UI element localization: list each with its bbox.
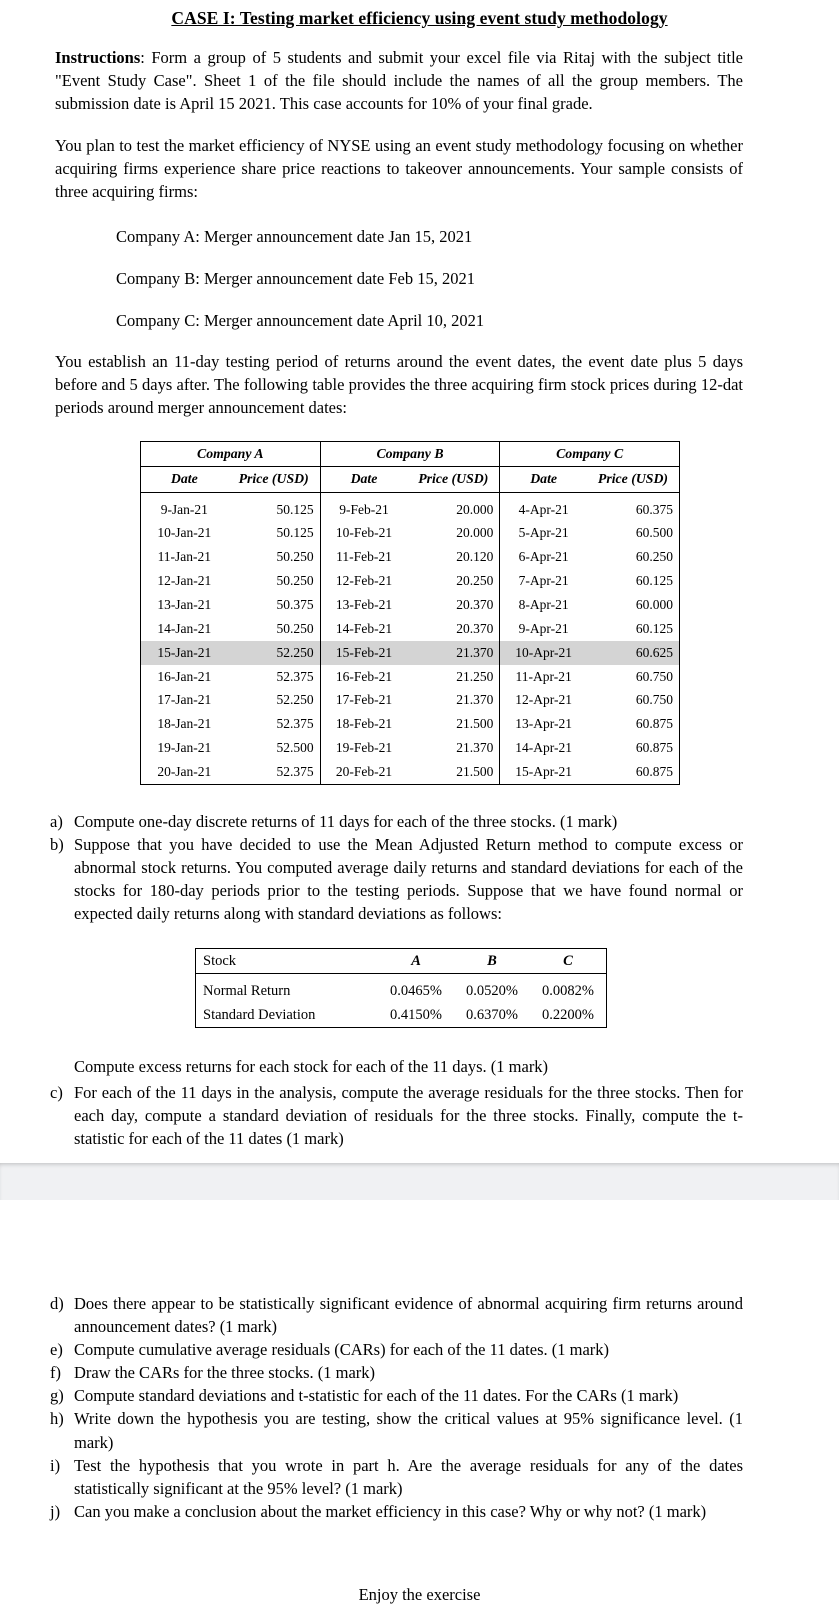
table-row bbox=[141, 593, 680, 617]
price-table-price-cell: 21.250 bbox=[456, 668, 494, 684]
price-table-price-cell: 60.750 bbox=[635, 668, 673, 684]
price-table-price-cell: 20.000 bbox=[456, 525, 494, 541]
stats-row-value: 0.0520% bbox=[466, 983, 518, 1000]
price-table-price-cell: 20.120 bbox=[456, 549, 494, 565]
price-table-date-cell: 9-Jan-21 bbox=[160, 501, 208, 517]
price-table-date-cell: 20-Feb-21 bbox=[320, 760, 407, 784]
page-break-divider bbox=[0, 1163, 839, 1200]
price-table-date-cell: 15-Apr-21 bbox=[500, 760, 587, 784]
group-header-company-b: Company B bbox=[320, 441, 500, 466]
price-table-date-cell: 4-Apr-21 bbox=[500, 492, 587, 521]
price-table-price-cell: 20.370 bbox=[456, 620, 494, 636]
table-row bbox=[141, 492, 680, 521]
stats-row-value: 0.6370% bbox=[466, 1007, 518, 1024]
price-table-price-cell: 60.625 bbox=[587, 641, 680, 665]
price-table-container bbox=[0, 441, 839, 785]
col-header-price-c: Price (USD) bbox=[587, 467, 680, 492]
stats-row-value: 0.0465% bbox=[390, 983, 442, 1000]
question-item bbox=[0, 1361, 839, 1384]
price-table-date-cell: 11-Apr-21 bbox=[500, 665, 587, 689]
stats-table-head bbox=[196, 949, 607, 974]
stats-row-label: Standard Deviation bbox=[203, 1007, 316, 1024]
stats-row-value: 0.4150% bbox=[390, 1007, 442, 1024]
price-table-date-cell: 10-Jan-21 bbox=[157, 525, 212, 541]
price-table-date-cell: 12-Feb-21 bbox=[320, 569, 407, 593]
instructions-paragraph bbox=[0, 46, 839, 115]
stock-price-table bbox=[140, 441, 680, 785]
question-item bbox=[0, 1454, 839, 1500]
price-table-price-cell: 60.500 bbox=[635, 525, 673, 541]
plan-paragraph: You plan to test the market efficiency of NYSE using an event study methodology focusing on whether acquiring firms experience share price reactions to takeover announcements. Your sample consists of three acquiring firms: bbox=[55, 136, 743, 202]
stats-table-row bbox=[196, 974, 607, 1004]
price-table-date-cell: 17-Feb-21 bbox=[320, 688, 407, 712]
price-table-date-cell: 11-Feb-21 bbox=[320, 545, 407, 569]
price-table-date-cell: 7-Apr-21 bbox=[500, 569, 587, 593]
price-table-price-cell: 21.370 bbox=[456, 692, 494, 708]
price-table-date-cell: 14-Feb-21 bbox=[320, 617, 407, 641]
price-table-price-cell: 21.370 bbox=[456, 740, 494, 756]
company-line-c: Company C: Merger announcement date April 10, 2021 bbox=[116, 310, 485, 330]
price-table-price-cell: 50.375 bbox=[276, 596, 314, 612]
question-marker: e) bbox=[50, 1340, 63, 1360]
price-table-date-cell: 5-Apr-21 bbox=[500, 521, 587, 545]
question-item bbox=[0, 1292, 839, 1338]
question-item bbox=[0, 810, 839, 833]
question-marker: c) bbox=[50, 1082, 63, 1102]
price-table-price-cell: 60.750 bbox=[635, 692, 673, 708]
price-table-date-cell: 12-Apr-21 bbox=[500, 688, 587, 712]
company-line-a: Company A: Merger announcement date Jan 15, 2021 bbox=[116, 226, 473, 246]
price-table-date-cell: 19-Feb-21 bbox=[320, 736, 407, 760]
question-marker: j) bbox=[50, 1501, 61, 1521]
question-text: Test the hypothesis that you wrote in part h. Are the average residuals for any of the dates statistically significant at the 95% level? (1 mark) bbox=[74, 1455, 743, 1498]
question-text: Compute standard deviations and t-statistic for each of the 11 dates. For the CARs (1 mark) bbox=[74, 1386, 679, 1406]
price-table-price-cell: 21.370 bbox=[407, 641, 500, 665]
price-table-price-cell: 60.375 bbox=[635, 501, 673, 517]
table-row bbox=[141, 569, 680, 593]
price-table-date-cell: 13-Feb-21 bbox=[320, 593, 407, 617]
price-table-price-cell: 52.500 bbox=[276, 740, 314, 756]
establish-paragraph: You establish an 11-day testing period of returns around the event dates, the event date plus 5 days before and 5 days after. The following table provides the three acquiring firm stock prices during 12-dat periods around merger announcement dates: bbox=[55, 351, 743, 417]
question-text: Suppose that you have decided to use the Mean Adjusted Return method to compute excess or abnormal stock returns. You computed average daily returns and standard deviations for each of the stocks for 180-day periods prior to the testing periods. Suppose that we have found normal or expected daily returns along with standard deviations as follows: bbox=[74, 834, 743, 924]
stats-table-body bbox=[196, 974, 607, 1028]
price-table-price-cell: 50.125 bbox=[276, 501, 314, 517]
stats-header-c: C bbox=[530, 949, 607, 974]
col-header-date-a: Date bbox=[141, 467, 228, 492]
closing-text: Enjoy the exercise bbox=[358, 1584, 481, 1604]
table-row bbox=[141, 521, 680, 545]
price-table-price-cell: 50.125 bbox=[276, 525, 314, 541]
stats-table-container bbox=[0, 948, 839, 1028]
price-table-price-cell: 60.125 bbox=[635, 573, 673, 589]
question-marker: a) bbox=[50, 811, 63, 831]
question-item bbox=[0, 1384, 839, 1407]
price-table-date-cell: 15-Jan-21 bbox=[141, 641, 228, 665]
price-table-date-cell: 13-Jan-21 bbox=[157, 596, 212, 612]
instructions-body: : Form a group of 5 students and submit your excel file via Ritaj with the subject title "Event Study Case". Sheet 1 of the file should include the names of all the group members. The submission date is April 15 2021. This case accounts for 10% of your final grade. bbox=[55, 48, 743, 114]
stats-header-stock: Stock bbox=[196, 949, 379, 974]
price-table-price-cell: 60.250 bbox=[635, 549, 673, 565]
question-item bbox=[0, 1338, 839, 1361]
question-text: Can you make a conclusion about the market efficiency in this case? Why or why not? (1 mark) bbox=[74, 1501, 707, 1521]
stats-header-b: B bbox=[454, 949, 530, 974]
question-item bbox=[0, 833, 839, 925]
price-table-date-cell: 14-Apr-21 bbox=[500, 736, 587, 760]
price-table-price-cell: 60.875 bbox=[635, 740, 673, 756]
questions-list-part-two bbox=[0, 1292, 839, 1523]
question-text: Does there appear to be statistically significant evidence of abnormal acquiring firm returns around announcement dates? (1 mark) bbox=[74, 1294, 743, 1337]
stats-table-row bbox=[196, 1003, 607, 1028]
group-header-company-c: Company C bbox=[500, 441, 680, 466]
table-row bbox=[141, 545, 680, 569]
price-table-date-cell: 9-Apr-21 bbox=[500, 617, 587, 641]
table-row bbox=[141, 736, 680, 760]
price-table-price-cell: 60.875 bbox=[635, 763, 673, 779]
price-table-price-cell: 20.000 bbox=[456, 501, 494, 517]
question-text: Compute one-day discrete returns of 11 days for each of the three stocks. (1 mark) bbox=[74, 811, 618, 831]
stats-row-label: Normal Return bbox=[203, 983, 291, 1000]
price-table-price-cell: 60.125 bbox=[635, 620, 673, 636]
col-header-date-c: Date bbox=[500, 467, 587, 492]
company-line-b: Company B: Merger announcement date Feb 15, 2021 bbox=[116, 268, 475, 288]
instructions-label: Instructions bbox=[55, 48, 141, 67]
price-table-price-cell: 50.250 bbox=[276, 620, 314, 636]
col-header-date-b: Date bbox=[320, 467, 407, 492]
price-table-date-cell: 10-Apr-21 bbox=[500, 641, 587, 665]
question-marker: d) bbox=[50, 1294, 64, 1313]
price-table-column-header-row bbox=[141, 467, 680, 492]
question-item bbox=[0, 1500, 839, 1523]
price-table-date-cell: 18-Feb-21 bbox=[320, 712, 407, 736]
stats-header-row bbox=[196, 949, 607, 974]
price-table-price-cell: 20.250 bbox=[456, 573, 494, 589]
price-table-price-cell: 52.375 bbox=[276, 668, 314, 684]
price-table-date-cell: 16-Feb-21 bbox=[320, 665, 407, 689]
price-table-date-cell: 6-Apr-21 bbox=[500, 545, 587, 569]
group-header-company-a: Company A bbox=[141, 441, 321, 466]
price-table-price-cell: 50.250 bbox=[276, 549, 314, 565]
questions-list-part-one bbox=[0, 810, 839, 925]
question-marker: f) bbox=[50, 1363, 61, 1383]
questions-list-part-one-b bbox=[0, 1081, 839, 1150]
page-two-sheet bbox=[0, 1200, 839, 1606]
price-table-price-cell: 20.370 bbox=[456, 596, 494, 612]
stats-row-value: 0.2200% bbox=[542, 1007, 594, 1024]
price-table-group-header-row bbox=[141, 441, 680, 466]
question-marker: i) bbox=[50, 1455, 61, 1475]
normal-return-stats-table bbox=[195, 948, 607, 1028]
price-table-price-cell: 52.250 bbox=[276, 692, 314, 708]
price-table-body bbox=[141, 492, 680, 784]
price-table-date-cell: 14-Jan-21 bbox=[157, 620, 212, 636]
price-table-price-cell: 60.000 bbox=[635, 596, 673, 612]
price-table-price-cell: 52.375 bbox=[276, 716, 314, 732]
price-table-date-cell: 16-Jan-21 bbox=[157, 668, 212, 684]
price-table-date-cell: 18-Jan-21 bbox=[157, 716, 212, 732]
table-row bbox=[141, 760, 680, 784]
col-header-price-a: Price (USD) bbox=[228, 467, 321, 492]
price-table-date-cell: 17-Jan-21 bbox=[157, 692, 212, 708]
compute-excess-text: Compute excess returns for each stock for each of the 11 days. (1 mark) bbox=[74, 1057, 549, 1077]
stats-header-a: A bbox=[378, 949, 454, 974]
question-marker: b) bbox=[50, 834, 64, 854]
table-row bbox=[141, 617, 680, 641]
table-row bbox=[141, 665, 680, 689]
price-table-date-cell: 13-Apr-21 bbox=[500, 712, 587, 736]
price-table-price-cell: 60.875 bbox=[635, 716, 673, 732]
price-table-date-cell: 10-Feb-21 bbox=[320, 521, 407, 545]
price-table-date-cell: 15-Feb-21 bbox=[320, 641, 407, 665]
price-table-price-cell: 21.500 bbox=[456, 763, 494, 779]
table-row bbox=[141, 688, 680, 712]
price-table-date-cell: 20-Jan-21 bbox=[157, 763, 212, 779]
question-item bbox=[0, 1407, 839, 1453]
question-text: Compute cumulative average residuals (CARs) for each of the 11 dates. (1 mark) bbox=[74, 1340, 610, 1360]
price-table-date-cell: 19-Jan-21 bbox=[157, 740, 212, 756]
price-table-date-cell: 9-Feb-21 bbox=[320, 492, 407, 521]
question-marker: g) bbox=[50, 1386, 64, 1406]
question-text: Draw the CARs for the three stocks. (1 mark) bbox=[74, 1363, 376, 1383]
price-table-price-cell: 21.500 bbox=[456, 716, 494, 732]
question-marker: h) bbox=[50, 1409, 64, 1429]
stats-row-value: 0.0082% bbox=[542, 983, 594, 1000]
price-table-price-cell: 52.250 bbox=[228, 641, 321, 665]
price-table-head bbox=[141, 441, 680, 492]
price-table-date-cell: 12-Jan-21 bbox=[157, 573, 212, 589]
price-table-date-cell: 8-Apr-21 bbox=[500, 593, 587, 617]
question-text: Write down the hypothesis you are testing, show the critical values at 95% significance level. (1 mark) bbox=[74, 1409, 743, 1452]
price-table-date-cell: 11-Jan-21 bbox=[157, 549, 212, 565]
price-table-price-cell: 50.250 bbox=[276, 573, 314, 589]
question-text: For each of the 11 days in the analysis, compute the average residuals for the three stocks. Then for each day, compute a standard deviation of residuals for the three stocks. Finally, compute the t-statistic for each of the 11 dates (1 mark) bbox=[74, 1082, 743, 1148]
price-table-price-cell: 52.375 bbox=[276, 763, 314, 779]
page-title: CASE I: Testing market efficiency using event study methodology bbox=[171, 8, 668, 28]
question-item bbox=[0, 1081, 839, 1150]
table-row bbox=[141, 641, 680, 665]
table-row bbox=[141, 712, 680, 736]
col-header-price-b: Price (USD) bbox=[407, 467, 500, 492]
